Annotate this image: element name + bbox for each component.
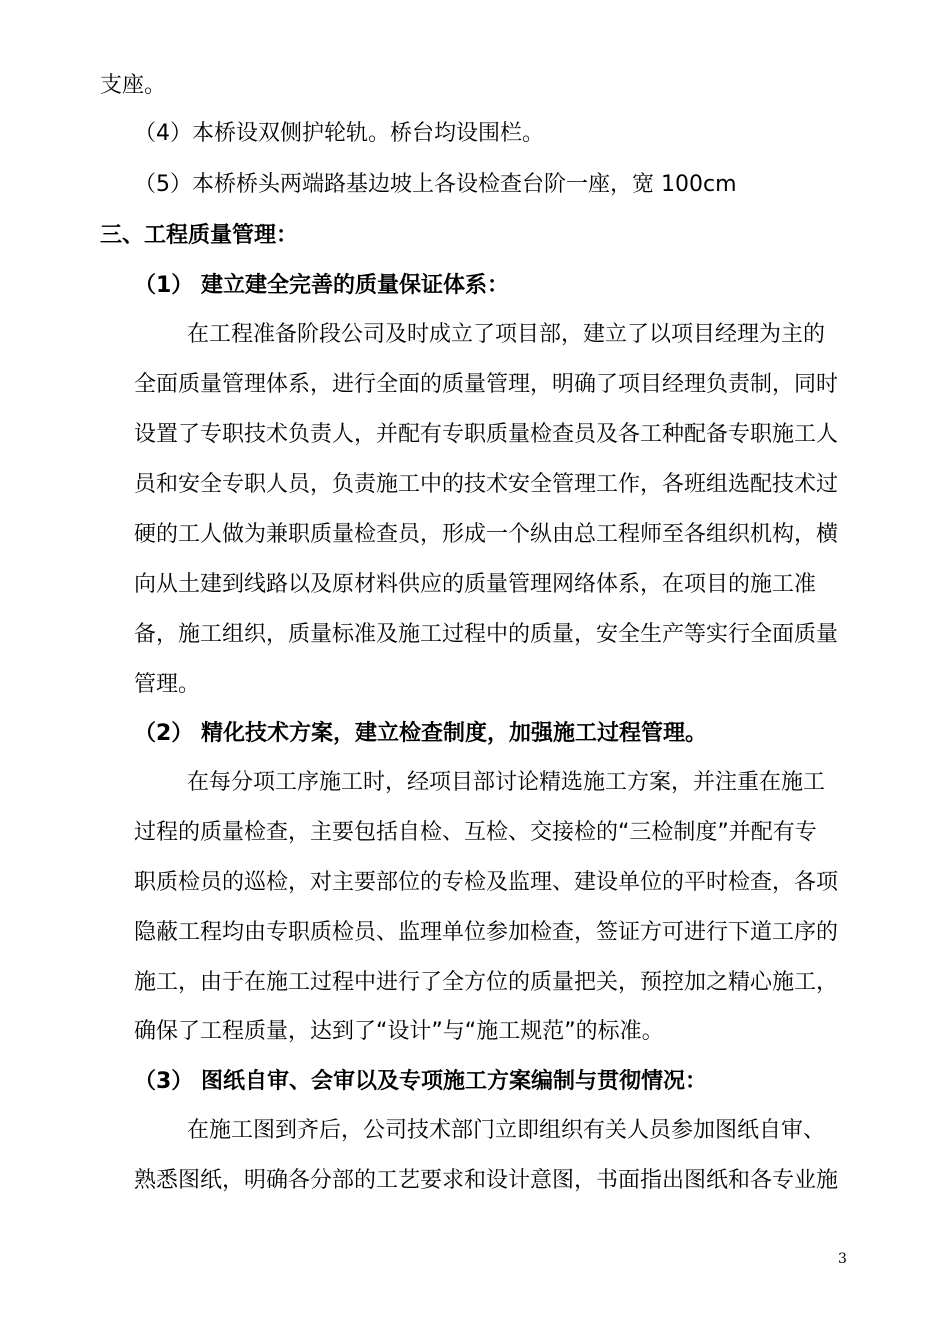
paragraph-line: 在每分项工序施工时，经项目部讨论精选施工方案，并注重在施工 [187,770,826,795]
subsection-heading-2: （2） 精化技术方案，建立检查制度，加强施工过程管理。 [134,721,707,746]
paragraph-line: 管理。 [134,672,201,697]
body-text-line: 支座。 [100,73,167,98]
list-item-4: （4）本桥设双侧护轮轨。桥台均设围栏。 [134,121,544,146]
section-heading: 三、工程质量管理： [100,223,299,248]
paragraph-line: 过程的质量检查，主要包括自检、互检、交接检的“三检制度”并配有专 [134,820,817,845]
paragraph-line: 向从土建到线路以及原材料供应的质量管理网络体系，在项目的施工准 [134,572,817,597]
paragraph-line: 职质检员的巡检，对主要部位的专检及监理、建设单位的平时检查，各项 [134,870,839,895]
paragraph-line: 施工，由于在施工过程中进行了全方位的质量把关，预控加之精心施工， [134,970,839,995]
paragraph-line: 设置了专职技术负责人，并配有专职质量检查员及各工种配备专职施工人 [134,422,839,447]
paragraph-line: 熟悉图纸，明确各分部的工艺要求和设计意图，书面指出图纸和各专业施 [134,1168,839,1193]
list-item-5: （5）本桥桥头两端路基边坡上各设检查台阶一座，宽 100cm [134,172,737,197]
paragraph-line: 全面质量管理体系，进行全面的质量管理，明确了项目经理负责制，同时 [134,372,839,397]
paragraph-line: 在工程准备阶段公司及时成立了项目部，建立了以项目经理为主的 [187,322,826,347]
paragraph-line: 隐蔽工程均由专职质检员、监理单位参加检查，签证方可进行下道工序的 [134,920,839,945]
paragraph-line: 备，施工组织，质量标准及施工过程中的质量，安全生产等实行全面质量 [134,622,839,647]
paragraph-line: 硬的工人做为兼职质量检查员，形成一个纵由总工程师至各组织机构，横 [134,522,839,547]
paragraph-line: 确保了工程质量，达到了“设计”与“施工规范”的标准。 [134,1019,664,1044]
subsection-heading-3: （3） 图纸自审、会审以及专项施工方案编制与贯彻情况： [134,1069,707,1094]
page-number: 3 [838,1251,847,1267]
paragraph-line: 员和安全专职人员，负责施工中的技术安全管理工作，各班组选配技术过 [134,472,839,497]
subsection-heading-1: （1） 建立建全完善的质量保证体系： [134,273,509,298]
paragraph-line: 在施工图到齐后，公司技术部门立即组织有关人员参加图纸自审、 [187,1118,826,1143]
